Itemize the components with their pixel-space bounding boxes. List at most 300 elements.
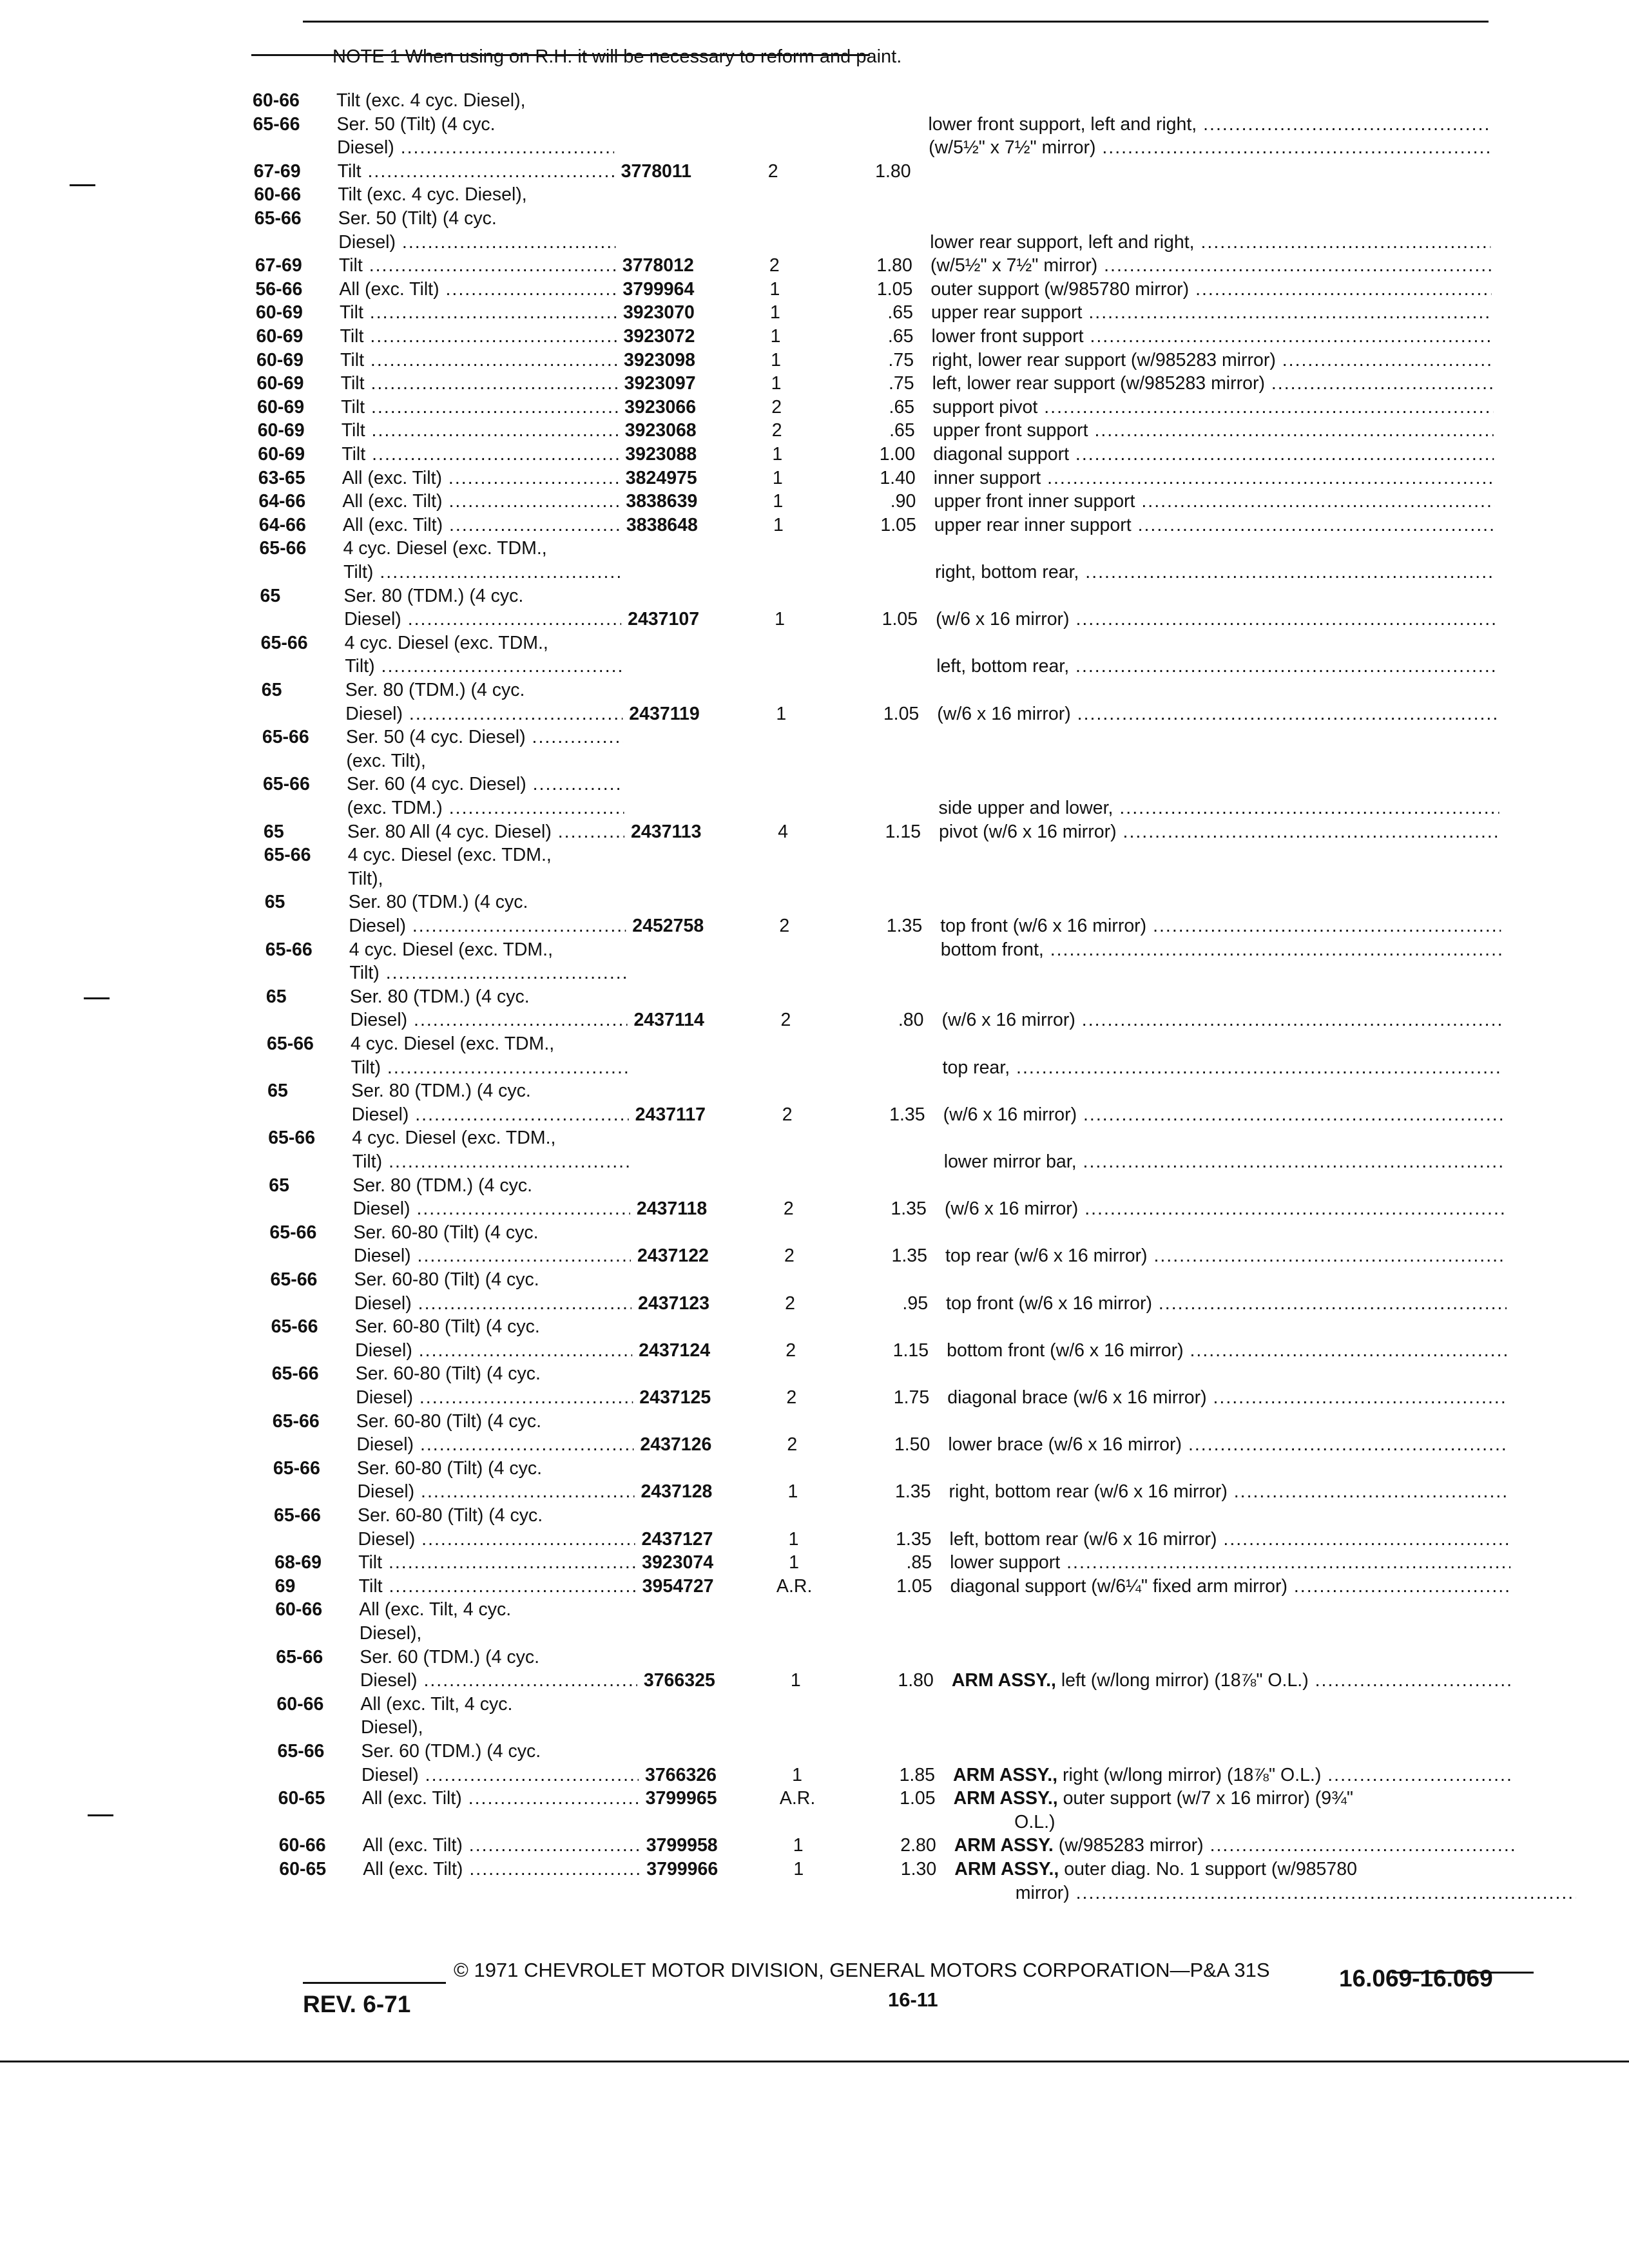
quantity: 2 — [771, 420, 782, 441]
description-text: lower mirror bar, — [943, 1151, 1077, 1172]
price: 2.80 — [900, 1835, 936, 1856]
model-description: Diesel) ..... — [345, 702, 622, 726]
model-description: All (exc. Tilt, 4 cyc. — [359, 1599, 512, 1620]
model-description: Ser. 80 (TDM.) (4 cyc. — [349, 986, 530, 1007]
model-description: Ser. 60-80 (Tilt) (4 cyc. — [355, 1363, 541, 1385]
part-description — [930, 278, 1491, 301]
model-description: Ser. 80 (TDM.) (4 cyc. — [352, 1175, 533, 1196]
price: .65 — [889, 396, 915, 418]
part-number: 2437125 — [639, 1387, 711, 1408]
description-heading: ARM ASSY., — [953, 1764, 1058, 1785]
quantity: 1 — [793, 1859, 804, 1879]
description-heading: ARM ASSY., — [951, 1670, 1056, 1691]
quantity: 2 — [782, 1104, 793, 1125]
description-text: top rear, — [942, 1057, 1010, 1078]
part-number: 3824975 — [625, 467, 697, 488]
year-range: 65-66 — [260, 632, 308, 653]
price: 1.05 — [896, 1575, 932, 1597]
model-description: All (exc. Tilt) ..... — [363, 1858, 640, 1881]
price: 1.80 — [898, 1670, 934, 1691]
year-range: 60-66 — [253, 90, 300, 111]
model-description: Diesel) ..... — [356, 1433, 633, 1456]
description-text: upper front inner support — [934, 491, 1135, 512]
quantity: 1 — [793, 1835, 804, 1856]
part-number: 2437123 — [638, 1293, 710, 1314]
model-description: Tilt ..... — [342, 443, 619, 466]
description-text: (w/5½" x 7½" mirror) — [929, 137, 1096, 159]
part-description — [941, 938, 1501, 961]
quantity: 1 — [772, 467, 783, 488]
description-heading: ARM ASSY. — [954, 1835, 1054, 1856]
description-text: top front (w/6 x 16 mirror) — [946, 1293, 1152, 1314]
year-range: 65-66 — [262, 727, 309, 748]
description-text: diagonal support — [933, 444, 1069, 465]
description-text: lower support — [950, 1552, 1061, 1573]
price: 1.05 — [880, 514, 916, 535]
part-number: 2437126 — [640, 1434, 712, 1456]
description-text: inner support — [933, 467, 1041, 488]
part-number: 3923088 — [625, 444, 697, 465]
model-description: Tilt ..... — [340, 349, 617, 372]
quantity: 1 — [771, 373, 782, 394]
year-range: 56-66 — [255, 278, 303, 300]
price: 1.35 — [889, 1104, 925, 1125]
description-text: diagonal brace (w/6 x 16 mirror) — [947, 1387, 1207, 1408]
part-description — [932, 372, 1493, 395]
year-range: 65-66 — [259, 538, 307, 559]
description-text: bottom front (w/6 x 16 mirror) — [947, 1340, 1184, 1361]
part-number: 2437122 — [637, 1245, 709, 1267]
quantity: 2 — [767, 160, 778, 182]
part-description — [937, 702, 1498, 726]
price: .75 — [888, 349, 914, 370]
quantity: 2 — [786, 1387, 797, 1408]
quantity: 1 — [773, 491, 784, 512]
model-description: Diesel) ..... — [357, 1480, 634, 1503]
year-range: 65-66 — [269, 1222, 317, 1243]
description-text: side upper and lower, — [938, 798, 1113, 818]
year-range: 60-69 — [256, 349, 304, 370]
year-range: 65 — [269, 1175, 290, 1196]
model-description: Diesel) ..... — [338, 231, 615, 254]
year-range: 65-66 — [265, 939, 313, 960]
model-description: Tilt) ..... — [351, 1056, 628, 1079]
model-description: (exc. TDM.) ..... — [347, 796, 624, 820]
model-description: Ser. 60 (TDM.) (4 cyc. — [360, 1646, 540, 1667]
description-text: right (w/long mirror) (18⅞" O.L.) — [1063, 1764, 1322, 1785]
year-range: 60-66 — [278, 1835, 326, 1856]
price: .65 — [887, 302, 913, 323]
part-description — [953, 1763, 1514, 1787]
model-description: Tilt (exc. 4 cyc. Diesel), — [336, 90, 526, 111]
part-description — [934, 490, 1494, 513]
year-range: 60-66 — [276, 1693, 324, 1715]
quantity: 1 — [776, 703, 787, 724]
part-description — [950, 1551, 1510, 1574]
quantity: 4 — [778, 821, 788, 842]
year-range: 60-65 — [279, 1859, 327, 1879]
part-number: 3838639 — [626, 491, 698, 512]
model-description: Tilt ..... — [341, 396, 618, 419]
description-text: lower brace (w/6 x 16 mirror) — [948, 1434, 1182, 1456]
model-description: Diesel) ..... — [350, 1008, 627, 1032]
year-range: 60-69 — [258, 444, 305, 465]
model-description: Diesel) ..... — [337, 136, 614, 159]
price: .65 — [887, 326, 914, 347]
description-text: (w/6 x 16 mirror) — [937, 703, 1071, 724]
part-description — [1016, 1881, 1576, 1905]
description-text: outer support (w/985780 mirror) — [930, 278, 1190, 300]
part-number: 3954727 — [642, 1575, 714, 1597]
model-description: Tilt ..... — [358, 1551, 635, 1574]
price: 1.05 — [882, 609, 918, 630]
model-description: Ser. 60 (4 cyc. Diesel) ..... — [347, 773, 624, 796]
part-number: 3923098 — [624, 349, 696, 370]
part-description — [936, 655, 1497, 678]
model-description: Diesel) ..... — [356, 1386, 633, 1409]
year-range: 65-66 — [262, 774, 310, 795]
description-text: right, bottom rear (w/6 x 16 mirror) — [949, 1481, 1228, 1503]
model-description: Tilt ..... — [338, 160, 615, 183]
model-description: 4 cyc. Diesel (exc. TDM., — [347, 845, 552, 866]
footer-rule-left — [303, 1982, 446, 1984]
model-description: Ser. 50 (4 cyc. Diesel) ..... — [346, 726, 623, 749]
price: .95 — [902, 1293, 929, 1314]
model-description: Tilt ..... — [340, 325, 617, 348]
price: 1.05 — [876, 278, 913, 300]
price: 1.00 — [879, 444, 916, 465]
quantity: 1 — [771, 349, 781, 370]
year-range: 65-66 — [267, 1033, 314, 1054]
part-description — [950, 1528, 1510, 1551]
year-range: 65 — [264, 892, 285, 913]
description-text: right, lower rear support (w/985283 mirror) — [932, 349, 1276, 370]
quantity: 2 — [786, 1340, 796, 1361]
model-description: 4 cyc. Diesel (exc. TDM., — [352, 1128, 556, 1149]
part-number: 3799965 — [645, 1788, 717, 1809]
part-description — [950, 1575, 1511, 1598]
note-1: NOTE 1 When using on R.H. it will be necessary to reform and paint. — [333, 46, 902, 67]
model-description: Ser. 50 (Tilt) (4 cyc. — [336, 113, 496, 135]
model-description: Tilt) ..... — [349, 961, 626, 985]
model-description: Tilt ..... — [359, 1575, 636, 1598]
price: 1.75 — [893, 1387, 930, 1408]
year-range: 65-66 — [276, 1646, 323, 1667]
part-description — [931, 301, 1492, 324]
model-description: Ser. 80 (TDM.) (4 cyc. — [343, 585, 524, 606]
description-text: lower rear support, left and right, — [930, 231, 1195, 253]
description-text: (w/6 x 16 mirror) — [943, 1104, 1077, 1125]
model-description: Ser. 60-80 (Tilt) (4 cyc. — [356, 1457, 543, 1479]
price: 1.35 — [886, 916, 923, 936]
description-text: (w/6 x 16 mirror) — [936, 609, 1070, 630]
year-range: 60-69 — [256, 326, 304, 347]
model-description: Diesel) ..... — [361, 1763, 639, 1787]
year-range: 65-66 — [270, 1269, 318, 1290]
part-description — [954, 1858, 1515, 1881]
model-description: Diesel) ..... — [349, 914, 626, 937]
part-number: 3799964 — [622, 278, 695, 300]
part-description — [932, 349, 1492, 372]
quantity: 2 — [771, 396, 782, 418]
part-number: 2437124 — [639, 1340, 711, 1361]
year-range: 67-69 — [255, 255, 302, 276]
model-description: Diesel) ..... — [358, 1528, 635, 1551]
model-description: Ser. 60-80 (Tilt) (4 cyc. — [358, 1505, 543, 1526]
part-number: 3923097 — [624, 373, 696, 394]
model-description: Ser. 80 (TDM.) (4 cyc. — [348, 892, 528, 913]
part-description — [930, 254, 1491, 277]
model-description: 4 cyc. Diesel (exc. TDM., — [349, 939, 554, 960]
price: 1.05 — [883, 703, 920, 724]
model-description: All (exc. Tilt) ..... — [339, 278, 616, 301]
quantity: 2 — [784, 1245, 795, 1267]
part-number: 2437113 — [631, 821, 702, 842]
part-description — [949, 1480, 1509, 1503]
model-description: Diesel) ..... — [354, 1292, 631, 1315]
part-description — [945, 1244, 1506, 1267]
model-description: Diesel) ..... — [354, 1244, 631, 1267]
price: .85 — [906, 1552, 932, 1573]
part-number: 2437127 — [641, 1528, 713, 1550]
price: 1.80 — [876, 255, 912, 276]
model-description: Diesel) ..... — [344, 608, 621, 631]
model-description: Tilt ..... — [340, 301, 617, 324]
year-range: 69 — [275, 1575, 296, 1597]
year-range: 65-66 — [271, 1363, 319, 1385]
description-text: outer support (w/7 x 16 mirror) (9¾" — [1063, 1788, 1354, 1809]
quantity: 1 — [787, 1481, 798, 1503]
year-range: 65 — [260, 585, 281, 606]
model-description: All (exc. Tilt) ..... — [362, 1787, 639, 1810]
part-description — [930, 231, 1490, 254]
description-text: lower front support — [931, 326, 1084, 347]
part-number: 2437107 — [628, 609, 700, 630]
model-description: 4 cyc. Diesel (exc. TDM., — [344, 632, 548, 653]
year-range: 65-66 — [273, 1457, 320, 1479]
part-description — [939, 796, 1499, 820]
quantity: 1 — [773, 514, 784, 535]
quantity: 1 — [788, 1528, 799, 1550]
description-text: O.L.) — [1014, 1811, 1055, 1832]
year-range: 60-66 — [254, 184, 302, 206]
section-number: 16.069-16.069 — [1339, 1965, 1493, 1992]
year-range: 65 — [267, 1081, 288, 1102]
model-description: All (exc. Tilt, 4 cyc. — [360, 1693, 513, 1715]
year-range: 65-66 — [274, 1505, 321, 1526]
margin-mark — [88, 1814, 113, 1816]
part-number: 3923072 — [623, 326, 695, 347]
part-description — [929, 113, 1489, 136]
part-description — [946, 1292, 1507, 1315]
description-text: support pivot — [932, 396, 1038, 418]
quantity: 1 — [775, 609, 786, 630]
model-description: Tilt ..... — [341, 372, 618, 395]
quantity: 1 — [772, 444, 783, 465]
model-description: Ser. 80 (TDM.) (4 cyc. — [345, 680, 525, 700]
part-description — [945, 1197, 1505, 1220]
part-description — [947, 1386, 1508, 1409]
model-description: Ser. 60-80 (Tilt) (4 cyc. — [354, 1316, 540, 1338]
model-description: Ser. 60-80 (Tilt) (4 cyc. — [353, 1222, 539, 1243]
description-text: top front (w/6 x 16 mirror) — [940, 916, 1147, 936]
part-number: 2437117 — [635, 1104, 706, 1125]
model-description: Tilt) ..... — [345, 655, 622, 678]
part-number: 2437118 — [636, 1198, 708, 1220]
price: .75 — [888, 373, 914, 394]
year-range: 60-69 — [257, 420, 305, 441]
price: .80 — [898, 1010, 924, 1031]
price: 1.35 — [891, 1198, 927, 1220]
part-description — [936, 608, 1496, 631]
part-number: 3778011 — [621, 160, 692, 182]
price: 1.40 — [880, 467, 916, 488]
part-number: 3799966 — [646, 1859, 718, 1879]
model-description: Tilt), — [348, 868, 383, 889]
part-number: 3766326 — [645, 1764, 717, 1785]
part-description — [954, 1834, 1515, 1857]
part-number: 3923066 — [624, 396, 697, 418]
year-range: 60-69 — [256, 373, 304, 394]
model-description: Ser. 50 (Tilt) (4 cyc. — [338, 208, 497, 229]
description-text: left (w/long mirror) (18⅞" O.L.) — [1061, 1670, 1309, 1691]
model-description: All (exc. Tilt) ..... — [363, 1834, 640, 1857]
year-range: 65-66 — [254, 208, 302, 229]
year-range: 65 — [265, 986, 287, 1007]
description-text: (w/6 x 16 mirror) — [941, 1010, 1075, 1031]
model-description: Ser. 60-80 (Tilt) (4 cyc. — [356, 1410, 541, 1432]
part-description — [948, 1433, 1509, 1456]
part-description — [954, 1787, 1514, 1810]
quantity: 2 — [769, 255, 780, 276]
description-text: right, bottom rear, — [935, 562, 1079, 582]
description-heading: ARM ASSY., — [954, 1859, 1059, 1879]
quantity: 2 — [783, 1198, 794, 1220]
description-text: mirror) — [1015, 1882, 1070, 1903]
year-range: 60-65 — [278, 1788, 325, 1809]
year-range: 67-69 — [253, 160, 301, 182]
model-description: 4 cyc. Diesel (exc. TDM., — [351, 1033, 555, 1054]
year-range: 68-69 — [275, 1552, 322, 1573]
quantity: A.R. — [776, 1575, 813, 1597]
quantity: A.R. — [779, 1788, 816, 1809]
quantity: 1 — [770, 326, 781, 347]
year-range: 63-65 — [258, 467, 305, 488]
year-range: 65-66 — [272, 1410, 320, 1432]
model-description: Tilt ..... — [339, 254, 616, 277]
revision-label: REV. 6-71 — [303, 1991, 411, 2017]
quantity: 1 — [790, 1670, 801, 1691]
description-text: upper rear inner support — [934, 514, 1132, 535]
model-description: Tilt ..... — [342, 419, 619, 442]
description-text: upper front support — [932, 420, 1088, 441]
year-range: 60-66 — [275, 1599, 323, 1620]
year-range: 65 — [264, 821, 284, 842]
description-text: top rear (w/6 x 16 mirror) — [945, 1245, 1148, 1267]
part-description — [947, 1339, 1507, 1362]
margin-mark — [70, 184, 95, 186]
quantity: 1 — [770, 302, 780, 323]
price: 1.35 — [894, 1481, 931, 1503]
model-description: All (exc. Tilt) ..... — [343, 514, 620, 537]
part-number: 3923074 — [642, 1552, 714, 1573]
model-description: Diesel) ..... — [353, 1197, 630, 1220]
description-text: outer diag. No. 1 support (w/985780 — [1064, 1859, 1357, 1879]
quantity: 1 — [792, 1764, 802, 1785]
year-range: 64-66 — [258, 491, 306, 512]
part-number: 3778012 — [622, 255, 694, 276]
part-number: 3923068 — [624, 420, 697, 441]
description-text: bottom front, — [940, 939, 1044, 960]
part-number: 3923070 — [622, 302, 695, 323]
quantity: 2 — [785, 1293, 795, 1314]
part-number: 3838648 — [626, 514, 698, 535]
year-range: 60-69 — [257, 396, 305, 418]
part-number: 3799958 — [646, 1835, 718, 1856]
part-number: 2437128 — [641, 1481, 713, 1503]
price: 1.35 — [896, 1528, 932, 1550]
description-text: left, bottom rear, — [936, 656, 1070, 677]
model-description: Ser. 80 (TDM.) (4 cyc. — [351, 1081, 531, 1102]
price: 1.35 — [891, 1245, 927, 1267]
quantity: 2 — [780, 1010, 791, 1031]
year-range: 60-69 — [255, 302, 303, 323]
model-description: Diesel) ..... — [355, 1339, 632, 1362]
quantity: 2 — [779, 916, 790, 936]
description-heading: ARM ASSY., — [953, 1788, 1058, 1809]
part-number: 3766325 — [643, 1670, 715, 1691]
model-description: Ser. 80 All (4 cyc. Diesel) ..... — [347, 820, 624, 843]
price: 1.15 — [892, 1340, 929, 1361]
part-description — [933, 419, 1494, 442]
description-text: left, lower rear support (w/985283 mirror) — [932, 373, 1265, 394]
part-number: 2437114 — [633, 1010, 704, 1031]
part-description — [939, 820, 1499, 843]
description-text: (w/985283 mirror) — [1058, 1835, 1204, 1856]
model-description: All (exc. Tilt) ..... — [342, 466, 619, 490]
quantity: 1 — [789, 1552, 800, 1573]
model-description: Tilt (exc. 4 cyc. Diesel), — [338, 184, 527, 206]
bottom-rule — [0, 2061, 1629, 2062]
part-description — [934, 466, 1494, 490]
model-description: Tilt) ..... — [343, 561, 621, 584]
part-description — [935, 561, 1496, 584]
model-description: Diesel), — [359, 1623, 422, 1644]
part-description — [1014, 1811, 1575, 1834]
year-range: 65-66 — [277, 1741, 325, 1762]
quantity: 2 — [787, 1434, 798, 1456]
part-description — [933, 443, 1494, 466]
description-text: left, bottom rear (w/6 x 16 mirror) — [949, 1528, 1217, 1550]
year-range: 64-66 — [258, 514, 306, 535]
model-description: Diesel) ..... — [360, 1669, 637, 1692]
quantity: 1 — [769, 278, 780, 300]
price: 1.05 — [900, 1788, 936, 1809]
description-text: pivot (w/6 x 16 mirror) — [939, 821, 1117, 842]
year-range: 65-66 — [253, 113, 300, 135]
model-description: All (exc. Tilt) ..... — [342, 490, 619, 513]
price: 1.85 — [899, 1764, 936, 1785]
model-description: Ser. 60 (TDM.) (4 cyc. — [361, 1741, 541, 1762]
year-range: 65-66 — [264, 845, 311, 866]
copyright-line: © 1971 CHEVROLET MOTOR DIVISION, GENERAL MOTORS CORPORATION—P&A 31S — [454, 1959, 1270, 1981]
price: 1.80 — [875, 160, 911, 182]
part-description — [952, 1669, 1512, 1692]
part-description — [932, 325, 1492, 348]
top-rule — [303, 21, 1489, 23]
year-range: 65-66 — [268, 1128, 316, 1149]
description-text: lower front support, left and right, — [928, 113, 1197, 135]
